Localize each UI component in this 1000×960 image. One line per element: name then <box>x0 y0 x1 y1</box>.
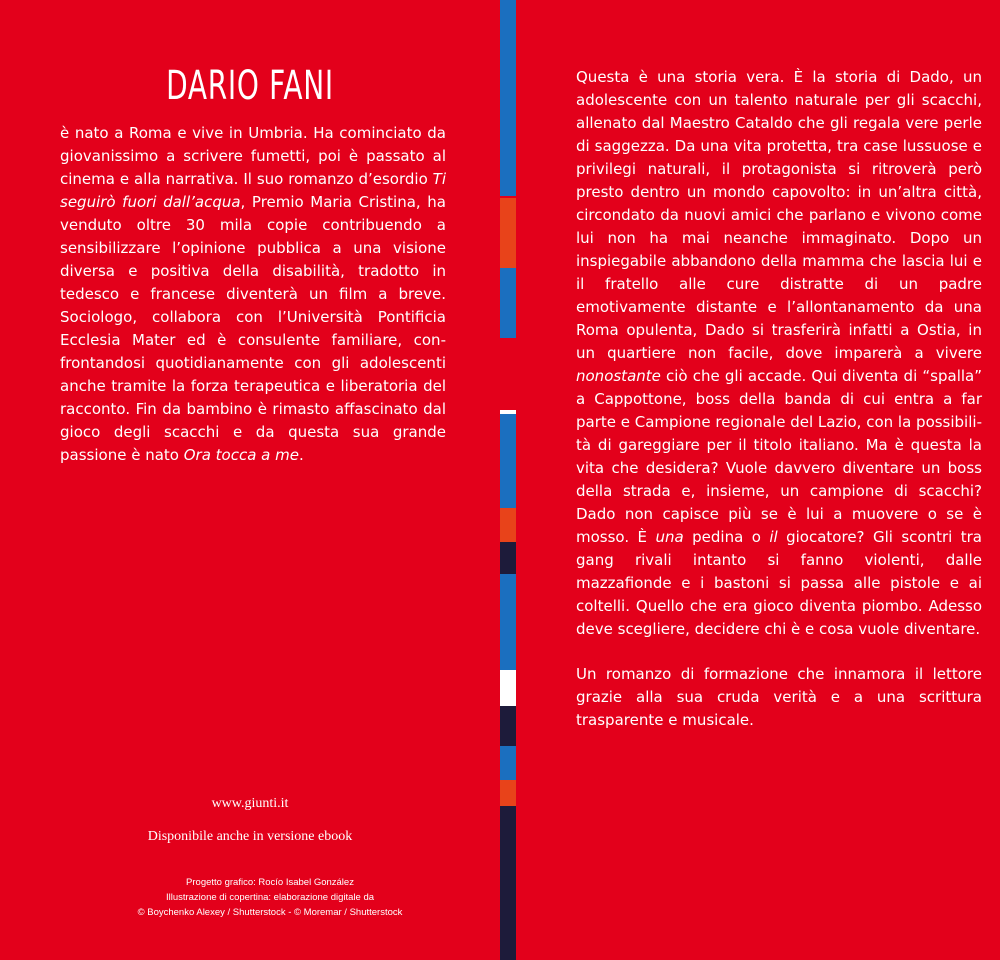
synopsis <box>576 66 982 754</box>
spine-seg-orange <box>500 198 516 268</box>
spine-seg-blue <box>500 574 516 670</box>
synopsis-text-b: ciò che gli accade. Qui diventa di “spalla” a Cappottone, boss della banda di cui entra a far parte e Campione regionale del Lazio, con la possibilità di gareggiare per il titolo italiano. Ma è questa la vita che desidera? Vuole davvero diventare un boss della strada e, insieme, un campione di scacchi? Dado non capisce più se è lui a muovere o se è mosso. È <box>576 367 982 546</box>
credits-illustration: Illustrazione di copertina: elaborazione digitale da <box>165 892 375 903</box>
ebook-note: Disponibile anche in versione ebook <box>147 829 353 844</box>
synopsis-emphasis-1: nonostante <box>576 367 661 385</box>
front-flap <box>516 0 1000 960</box>
bio-text-3: . <box>298 446 304 464</box>
synopsis-text-a: Questa è una storia vera. È la storia di Dado, un adolescente con un talento naturale per gli scacchi, allenato dal Maestro Cataldo che gli regala vere perle di saggezza. Da una vita protetta, tra case lussuose e privilegi naturali, il protagonista si ritroverà però presto dentro un mondo capovolto: in un’altra città, circondato da nuovi amici che parlano e vivono come lui non ha mai neanche immaginato. Dopo un inspiegabile abbandono della mamma che lascia lui e il fratello alle cure distratte di un padre emotivamente distante e l’allontanamento da una Roma opulenta, Dado si trasferirà infatti a Ostia, in un quartiere non facile, dove imparerà a vivere <box>576 68 982 362</box>
synopsis-text-c: pedina o <box>683 528 770 546</box>
synopsis-emphasis-2: una <box>655 528 684 546</box>
spine-seg-navy <box>500 706 516 746</box>
synopsis-paragraph-2: Un romanzo di formazione che innamora il lettore grazie alla sua cruda verità e a una scrittura trasparente e musicale. <box>576 665 982 729</box>
synopsis-text-d: giocatore? Gli scontri tra gang rivali intanto si fanno violenti, dalle mazzafionde e i bastoni si passa alle pistole e ai coltelli. Quello che era gioco diventa piombo. Adesso deve scegliere, decidere chi è e cosa vuole diventare. <box>576 528 982 638</box>
spine-seg-red <box>500 338 516 410</box>
credits-design: Progetto grafico: Rocío Isabel González <box>186 877 354 888</box>
spine-seg-white <box>500 670 516 706</box>
bio-text-1: è nato a Roma e vive in Umbria. Ha cominciato da giovanissimo a scrivere fumetti, poi è passato al cinema e alla narrativa. Il suo romanzo d’esordio <box>60 124 446 188</box>
synopsis-paragraph-1 <box>576 66 982 641</box>
spine-seg-orange <box>500 508 516 542</box>
spine-seg-navy <box>500 542 516 574</box>
spine-seg-orange <box>500 780 516 806</box>
publisher-url: www.giunti.it <box>211 796 289 811</box>
spine-seg-navy <box>500 806 516 960</box>
book-title-1: Ti seguirò fuori dall’acqua <box>60 170 446 211</box>
author-bio <box>60 122 446 467</box>
book-title-2: Ora tocca a me <box>183 446 299 464</box>
author-name: DARIO FANI <box>166 63 334 109</box>
spine-stripe <box>500 0 516 960</box>
bio-text-2: , Premio Maria Cristina, ha venduto oltre 30 mila copie contribuendo a sensibilizzare l’opinione pubblica a una visione diversa e positiva della disabilità, tradotto in tedesco e francese diventerà un film a breve. Sociologo, collabora con l’Università Pontificia Ecclesia Mater ed è consulente familiare, confrontandosi quotidianamente con gli adolescenti anche tramite la forza terapeutica e liberatoria del racconto. Fin da bambino è rimasto affascinato dal gioco degli scacchi e da questa sua grande passione è nato <box>60 193 446 464</box>
spine-seg-blue <box>500 0 516 196</box>
spine-seg-blue <box>500 268 516 338</box>
synopsis-emphasis-3: il <box>769 528 778 546</box>
credits-copyright: © Boychenko Alexey / Shutterstock - © Moremar / Shutterstock <box>137 907 403 918</box>
spine-seg-blue <box>500 414 516 508</box>
credits <box>0 875 540 920</box>
spine-seg-blue <box>500 746 516 780</box>
